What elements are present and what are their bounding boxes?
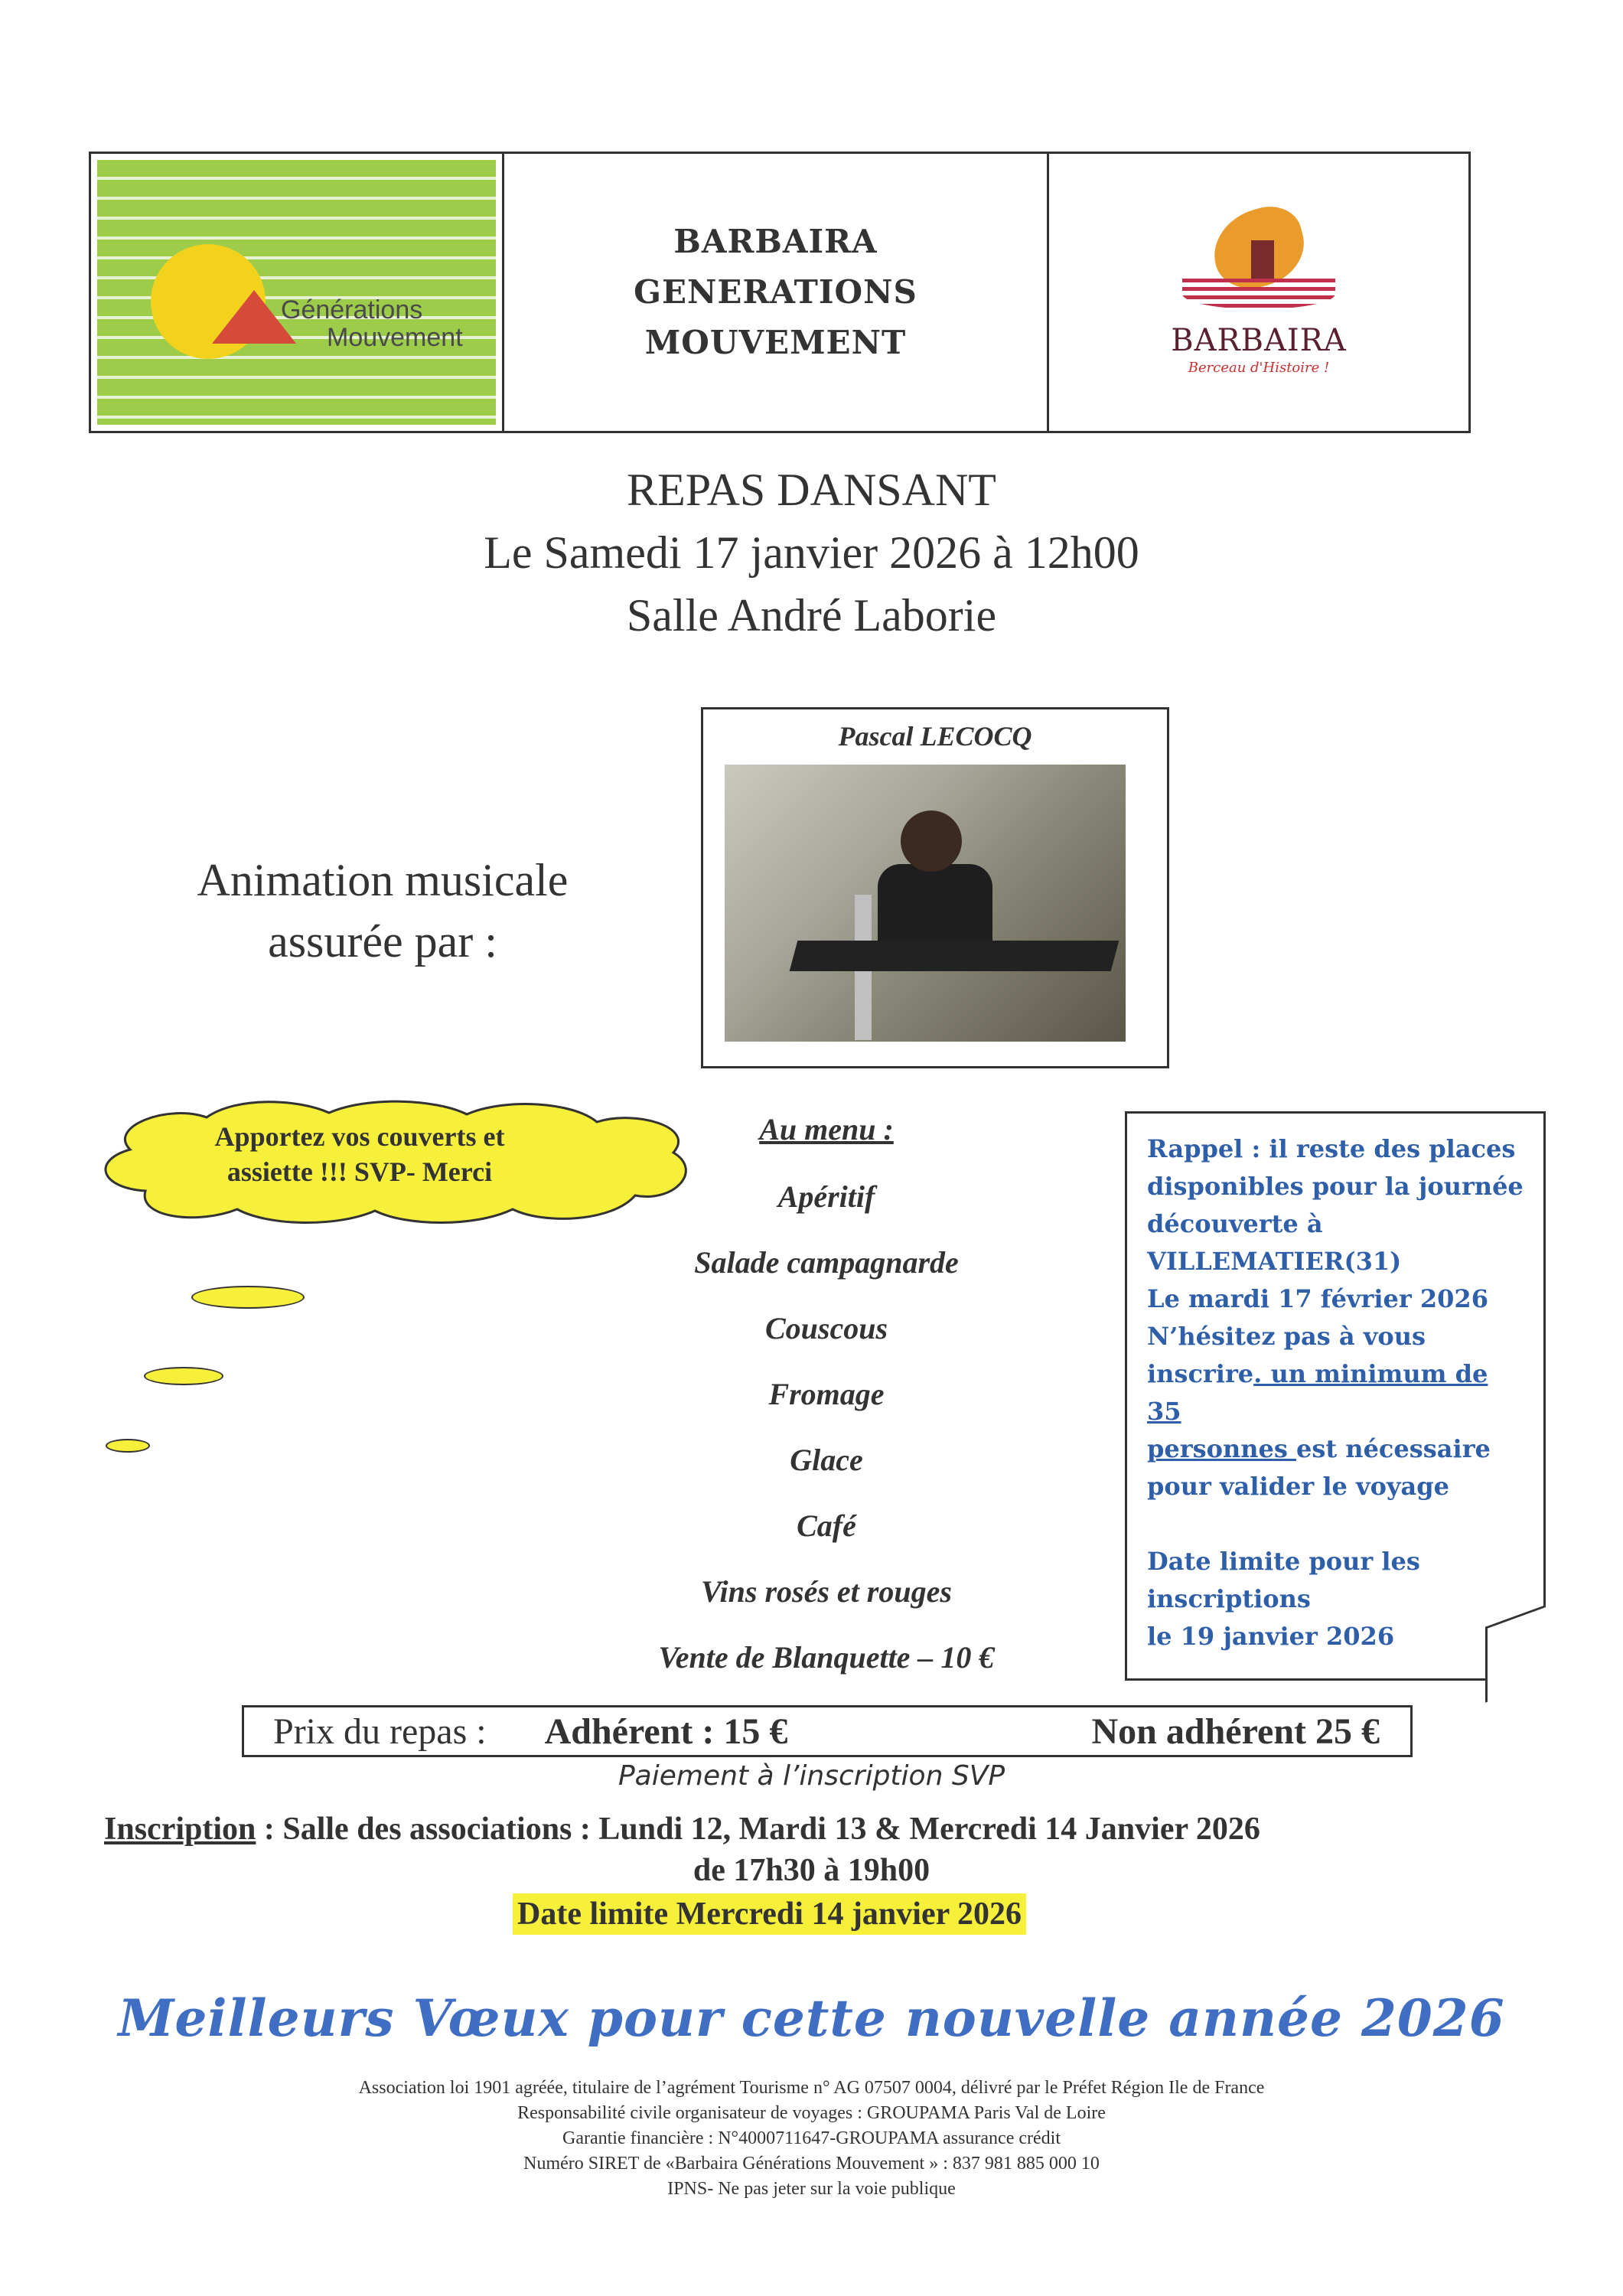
performer-name: Pascal LECOCQ: [838, 721, 1032, 752]
reminder-underlined: personnes: [1147, 1434, 1296, 1463]
new-year-wishes: Meilleurs Vœux pour cette nouvelle année 2026: [118, 1988, 1505, 2048]
header-line-2: GENERATIONS: [634, 273, 917, 311]
logo-wordmark: [281, 296, 463, 351]
cloud-line-2: assiette !!! SVP- Merci: [227, 1156, 493, 1187]
menu-item: Couscous: [764, 1311, 888, 1345]
reminder-box: [1125, 1111, 1546, 1681]
reminder-text: est nécessaire: [1296, 1434, 1491, 1463]
footer-line: IPNS- Ne pas jeter sur la voie publique: [667, 2179, 956, 2199]
legal-footer: [0, 2076, 1623, 2202]
inscription-hours: de 17h30 à 19h00: [693, 1853, 930, 1888]
header-line-1: BARBAIRA: [673, 223, 878, 260]
logo-tower-shape: [1251, 240, 1274, 282]
header-right-cell: [1049, 154, 1468, 431]
performer-box: [701, 707, 1169, 1068]
price-label: Prix du repas :: [273, 1711, 487, 1752]
menu-item: Vins rosés et rouges: [701, 1574, 952, 1609]
menu-item: Salade campagnarde: [694, 1245, 959, 1280]
price-non-member: Non adhérent 25 €: [1091, 1711, 1380, 1752]
cloud-bubble-small: [106, 1439, 150, 1453]
reminder-line: [1147, 1355, 1524, 1430]
event-venue: Salle André Laborie: [626, 590, 997, 641]
logo-wordmark-line1: Générations: [281, 295, 423, 325]
barbaira-logo-name: BARBAIRA: [1171, 322, 1347, 358]
reminder-spacer: [1147, 1505, 1524, 1543]
inscription-deadline: Date limite Mercredi 14 janvier 2026: [513, 1893, 1026, 1935]
menu-title: Au menu :: [759, 1112, 894, 1146]
menu: [582, 1111, 1071, 1691]
reminder-line: découverte à: [1147, 1209, 1323, 1238]
header-table: [89, 152, 1471, 433]
reminder-line: pour valider le voyage: [1147, 1472, 1450, 1501]
footer-line: Garantie financière : N°4000711647-GROUPAMA assurance crédit: [562, 2128, 1061, 2148]
logo-stripes-shape: [1182, 279, 1335, 309]
reminder-line: VILLEMATIER(31): [1147, 1247, 1402, 1276]
cloud-bubble-large: [191, 1286, 305, 1309]
barbaira-logo-tagline: Berceau d'Histoire !: [1188, 359, 1330, 376]
menu-item: Fromage: [768, 1377, 885, 1411]
menu-item: Apéritif: [777, 1179, 875, 1214]
reminder-underlined: . un minimum de 35: [1147, 1359, 1488, 1426]
reminder-text: inscrire: [1147, 1359, 1254, 1388]
menu-item: Café: [797, 1508, 856, 1543]
reminder-line: inscriptions: [1147, 1584, 1311, 1613]
cloud-line-1: Apportez vos couverts et: [214, 1121, 505, 1152]
reminder-line: Date limite pour les: [1147, 1547, 1420, 1576]
price-member: Adhérent : 15 €: [544, 1711, 788, 1752]
price-box: [242, 1705, 1413, 1757]
cloud-bubble-medium: [144, 1367, 223, 1385]
footer-line: Numéro SIRET de «Barbaira Générations Mouvement » : 837 981 885 000 10: [523, 2154, 1100, 2174]
reminder-line: le 19 janvier 2026: [1147, 1622, 1395, 1651]
animation-line-2: assurée par :: [268, 916, 497, 967]
menu-item: Glace: [790, 1443, 863, 1477]
payment-note: Paiement à l’inscription SVP: [618, 1760, 1005, 1792]
reminder-line: Rappel : il reste des places: [1147, 1134, 1516, 1163]
barbaira-logo: [1167, 210, 1351, 317]
reminder-line: disponibles pour la journée: [1147, 1172, 1524, 1201]
animation-text: [115, 850, 650, 972]
generations-mouvement-logo: [97, 160, 496, 425]
footer-line: Association loi 1901 agréée, titulaire de l’agrément Tourisme n° AG 07507 0004, délivré par le Préfet Région Ile de France: [358, 2078, 1265, 2098]
event-date: Le Samedi 17 janvier 2026 à 12h00: [484, 527, 1139, 578]
menu-item: Vente de Blanquette – 10 €: [658, 1640, 995, 1675]
header-left-cell: [91, 154, 504, 431]
reminder-line: [1147, 1430, 1524, 1468]
inscription-line: [104, 1811, 1558, 1848]
logo-wordmark-line2: Mouvement: [327, 323, 463, 352]
header-center-cell: [504, 154, 1049, 431]
photo-person-head: [901, 810, 962, 872]
inscription-text: : Salle des associations : Lundi 12, Mardi 13 & Mercredi 14 Janvier 2026: [256, 1812, 1260, 1847]
inscription-label: Inscription: [104, 1812, 256, 1847]
reminder-line: Le mardi 17 février 2026: [1147, 1284, 1488, 1313]
performer-photo: [725, 765, 1126, 1042]
reminder-line: N’hésitez pas à vous: [1147, 1322, 1426, 1351]
cloud-text: [153, 1119, 566, 1189]
photo-keyboard: [790, 941, 1119, 971]
event-title: REPAS DANSANT: [627, 465, 996, 515]
animation-line-1: Animation musicale: [197, 855, 569, 905]
header-line-3: MOUVEMENT: [644, 324, 907, 361]
footer-line: Responsabilité civile organisateur de voyages : GROUPAMA Paris Val de Loire: [517, 2103, 1106, 2123]
